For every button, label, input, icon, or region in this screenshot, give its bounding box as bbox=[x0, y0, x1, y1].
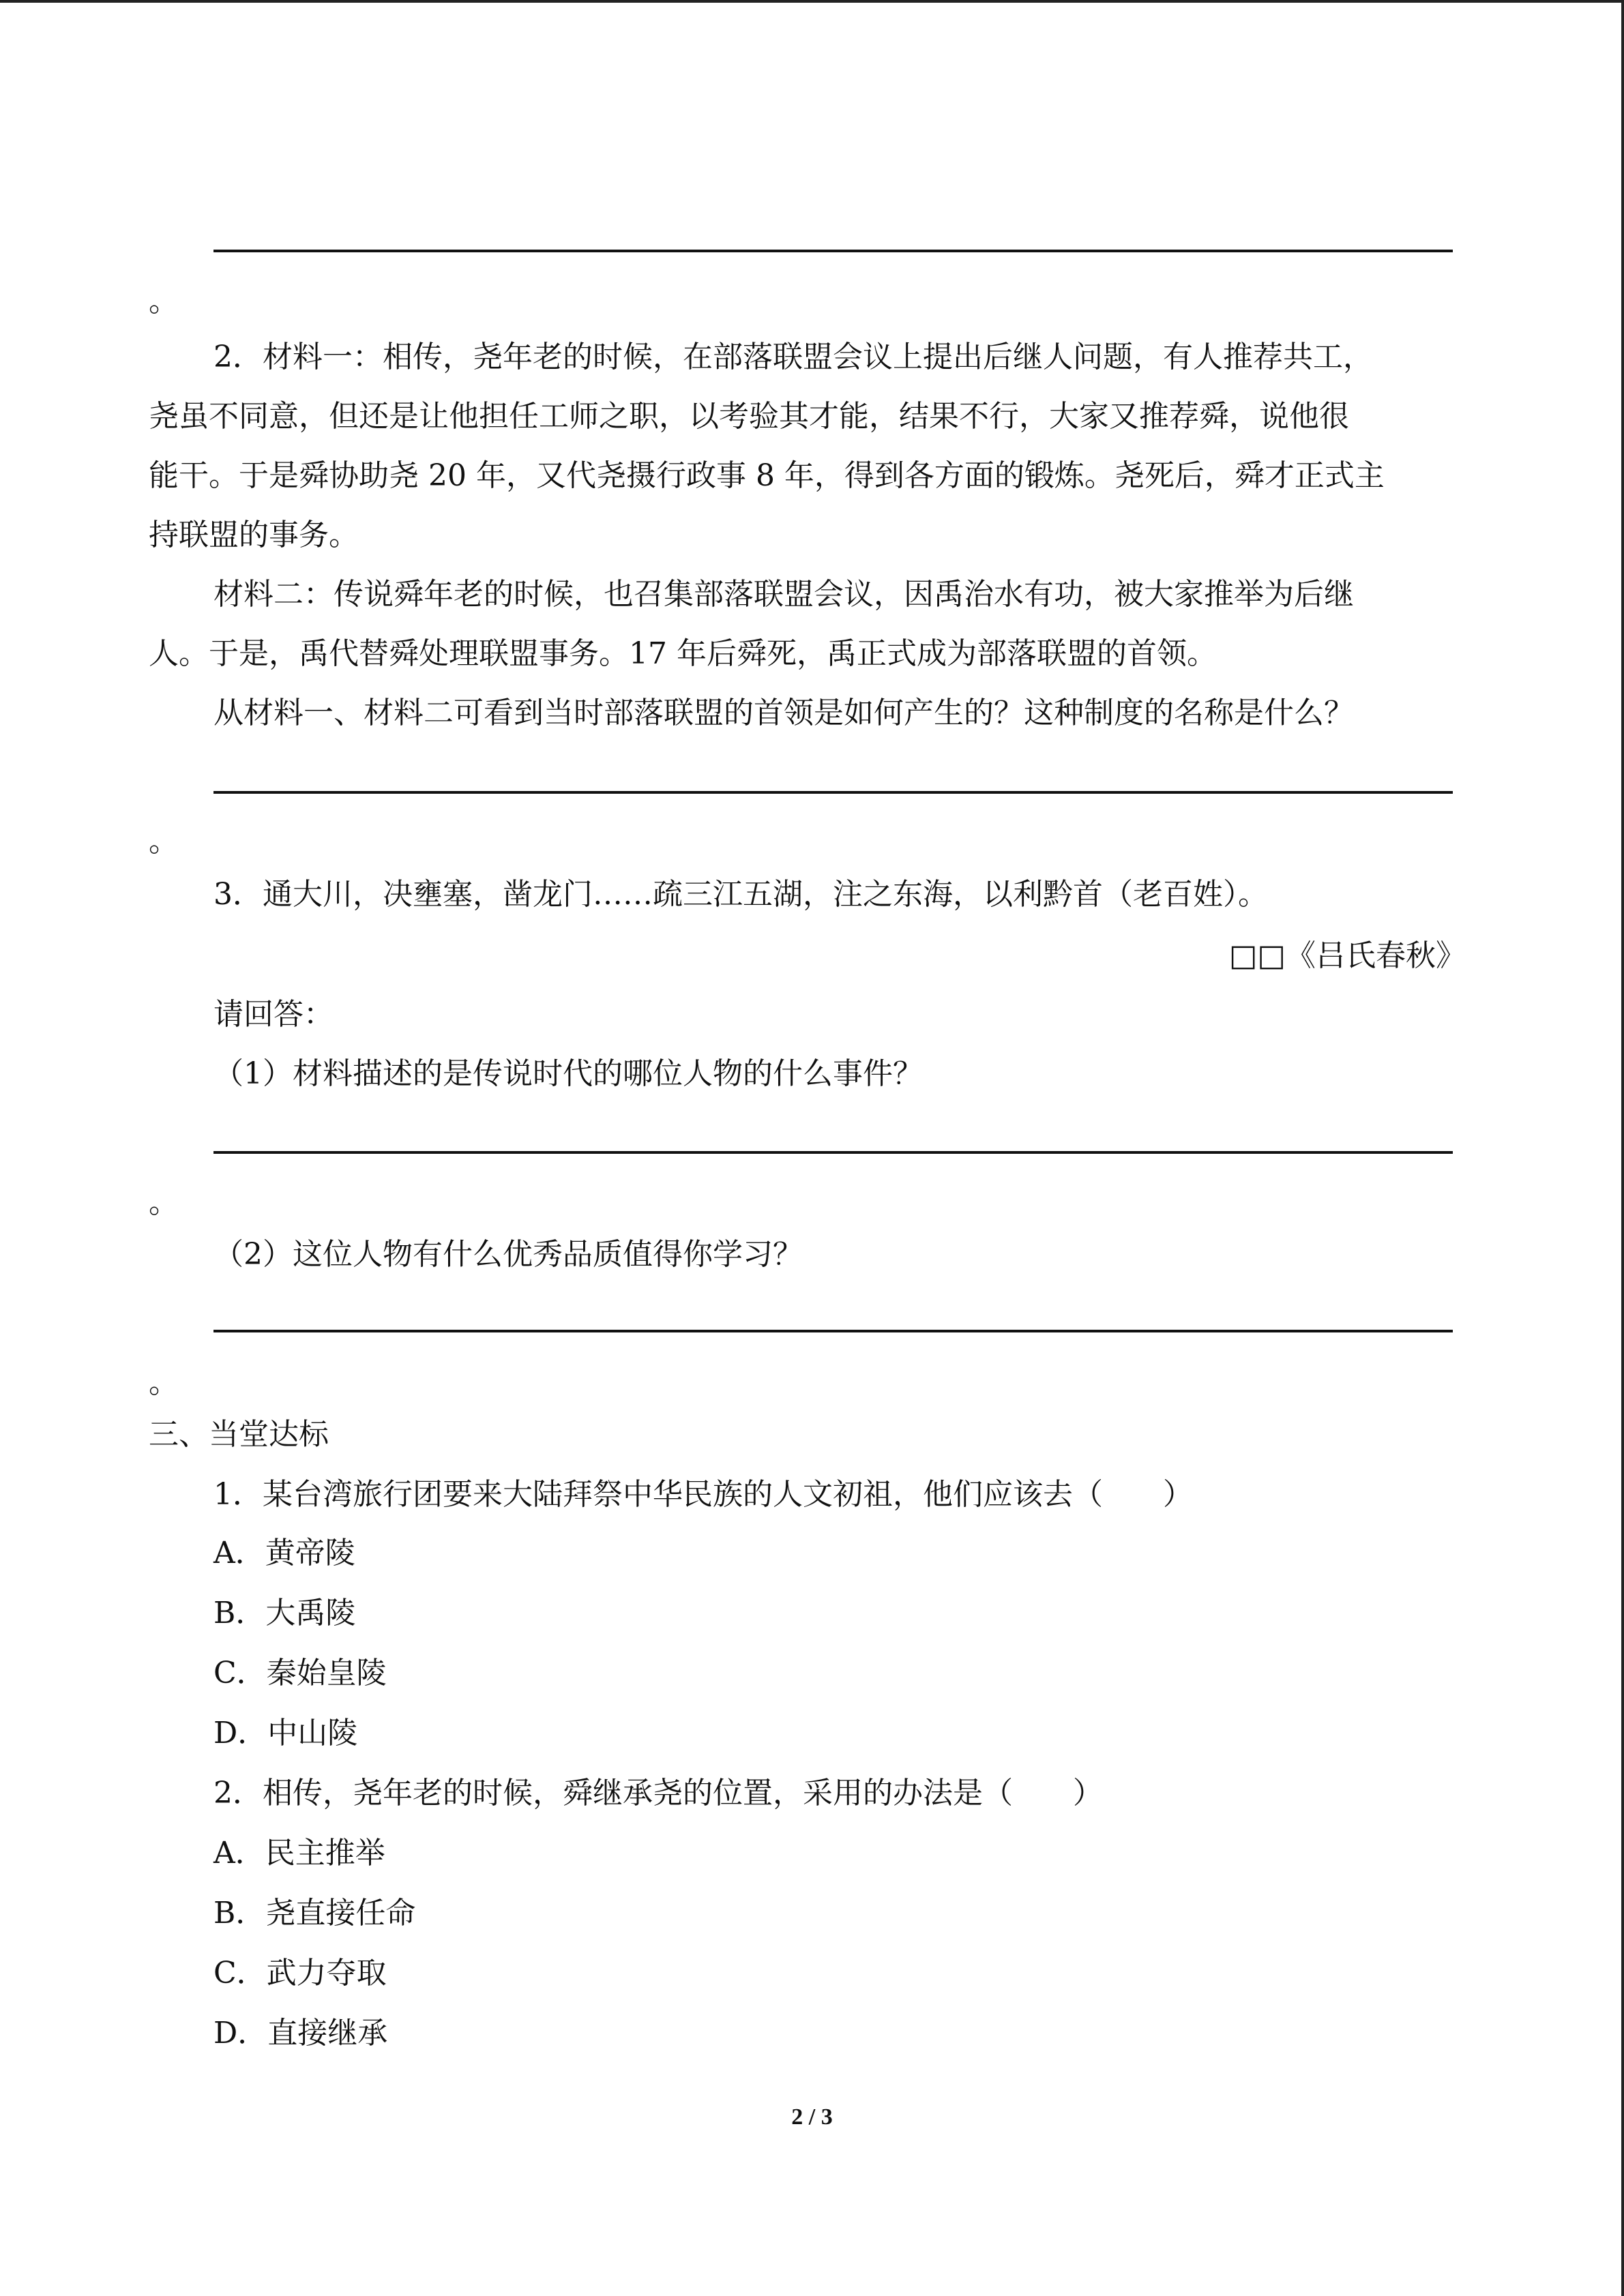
s3-q2-option-d: D．直接继承 bbox=[213, 2016, 388, 2051]
q2-question: 从材料一、材料二可看到当时部落联盟的首领是如何产生的？这种制度的名称是什么？ bbox=[213, 696, 1354, 730]
answer-line bbox=[213, 791, 1453, 794]
q2-material1-line4: 持联盟的事务。 bbox=[149, 518, 359, 552]
q3-source: □□《吕氏春秋》 bbox=[1228, 938, 1466, 973]
answer-line bbox=[213, 1151, 1453, 1154]
q2-material1-line2: 尧虽不同意，但还是让他担任工师之职，以考验其才能，结果不行，大家又推荐舜，说他很 bbox=[149, 399, 1349, 434]
s3-q2-stem: 2．相传，尧年老的时候，舜继承尧的位置，采用的办法是（ ） bbox=[213, 1776, 1103, 1810]
s3-q1-stem: 1．某台湾旅行团要来大陆拜祭中华民族的人文初祖，他们应该去（ ） bbox=[213, 1477, 1193, 1512]
q2-material1-line3: 能干。于是舜协助尧 20 年，又代尧摄行政事 8 年，得到各方面的锻炼。尧死后，舜才正式主 bbox=[149, 458, 1385, 493]
q3-quote: 3．通大川，决壅塞，凿龙门……疏三江五湖，注之东海，以利黔首（老百姓）。 bbox=[213, 877, 1268, 912]
answer-line bbox=[213, 1330, 1453, 1332]
s3-q1-option-a: A．黄帝陵 bbox=[213, 1536, 355, 1570]
s3-q2-option-a: A．民主推举 bbox=[213, 1836, 385, 1870]
answer-terminator: 。 bbox=[149, 284, 179, 318]
s3-q2-option-b: B．尧直接任命 bbox=[213, 1896, 416, 1930]
q3-prompt: 请回答： bbox=[213, 997, 334, 1032]
s3-q1-option-b: B．大禹陵 bbox=[213, 1596, 356, 1630]
s3-q2-option-c: C．武力夺取 bbox=[213, 1956, 387, 1991]
answer-terminator: 。 bbox=[149, 1185, 179, 1220]
q2-material2-line2: 人。于是，禹代替舜处理联盟事务。17 年后舜死，禹正式成为部落联盟的首领。 bbox=[149, 636, 1217, 671]
page-number: 2 / 3 bbox=[791, 2104, 833, 2130]
q3-sub1: （1）材料描述的是传说时代的哪位人物的什么事件？ bbox=[213, 1056, 923, 1091]
s3-q1-option-d: D．中山陵 bbox=[213, 1716, 358, 1750]
q3-sub2: （2）这位人物有什么优秀品质值得你学习？ bbox=[213, 1237, 803, 1272]
page-border-right bbox=[1621, 0, 1624, 2296]
s3-q1-option-c: C．秦始皇陵 bbox=[213, 1656, 387, 1690]
answer-line bbox=[213, 250, 1453, 252]
page-border-top bbox=[0, 0, 1624, 3]
section-heading: 三、当堂达标 bbox=[149, 1417, 329, 1452]
q2-material1-line1: 2．材料一：相传，尧年老的时候，在部落联盟会议上提出后继人问题，有人推荐共工， bbox=[213, 340, 1373, 374]
answer-terminator: 。 bbox=[149, 824, 179, 859]
q2-material2-line1: 材料二：传说舜年老的时候，也召集部落联盟会议，因禹治水有功，被大家推举为后继 bbox=[213, 577, 1354, 612]
answer-terminator: 。 bbox=[149, 1365, 179, 1400]
